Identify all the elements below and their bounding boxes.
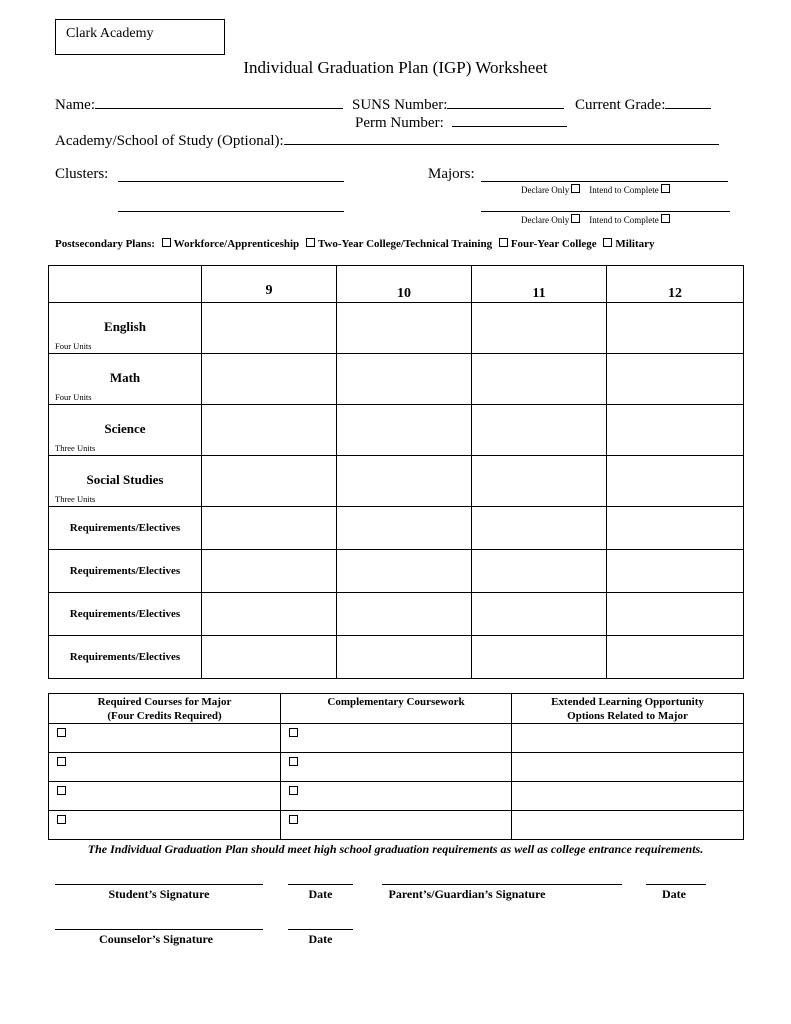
course-cell[interactable] [607,354,744,405]
subject-cell [49,303,202,354]
majors-label: Majors: [428,166,475,182]
extended-learning-cell[interactable] [512,753,744,782]
course-cell[interactable] [607,636,744,679]
clusters-label: Clusters: [55,166,109,182]
course-cell[interactable] [337,636,472,679]
perm-line[interactable] [452,113,567,127]
course-cell[interactable] [202,456,337,507]
requirements-label: Requirements/Electives [69,522,181,534]
subject-name: Social Studies [86,472,164,487]
subject-units: Four Units [55,341,92,351]
grade-11-label: 11 [532,286,546,301]
declare-only-label: Declare Only [521,185,570,195]
major-row [49,724,744,753]
school-name: Clark Academy [66,26,154,41]
course-cell[interactable] [607,405,744,456]
name-line[interactable] [95,95,343,109]
checkbox[interactable] [289,728,298,737]
academy-label: Academy/School of Study (Optional): [55,133,284,149]
subject-units: Three Units [55,443,96,453]
grade-10-header [337,266,472,303]
cluster-line-2[interactable] [118,211,344,212]
extended-learning-header [512,694,744,724]
major-1-options [521,184,670,195]
school-name-box [55,19,225,55]
course-cell[interactable] [472,405,607,456]
course-cell[interactable] [337,303,472,354]
required-course-cell[interactable] [49,724,281,753]
grade-12-header [607,266,744,303]
subject-row-math [49,354,744,405]
requirements-label: Requirements/Electives [69,565,181,577]
course-cell[interactable] [607,593,744,636]
course-cell[interactable] [202,354,337,405]
major-row [49,782,744,811]
subject-units: Four Units [55,392,92,402]
required-courses-title: Required Courses for Major [97,696,232,708]
parent-date-line[interactable] [646,884,706,885]
course-cell[interactable] [607,550,744,593]
subject-cell [49,405,202,456]
workforce-checkbox[interactable] [162,238,171,247]
grade-11-header [472,266,607,303]
major-row [49,753,744,782]
student-signature-line[interactable] [55,884,263,885]
course-cell[interactable] [337,405,472,456]
workforce-option: Workforce/Apprenticeship [173,238,300,250]
course-cell[interactable] [202,636,337,679]
requirements-row [49,593,744,636]
required-course-cell[interactable] [49,782,281,811]
course-cell[interactable] [472,456,607,507]
course-plan-table [48,265,744,679]
requirements-cell [49,550,202,593]
course-cell[interactable] [202,303,337,354]
current-grade-field[interactable] [575,95,711,114]
cluster-line-1[interactable] [118,181,344,182]
intend-complete-label: Intend to Complete [589,215,659,225]
suns-line[interactable] [447,95,564,109]
postsecondary-label: Postsecondary Plans: [55,238,155,250]
military-option: Military [615,238,655,250]
subject-row-english [49,303,744,354]
student-date-label: Date [308,887,333,901]
complementary-cell[interactable] [281,753,512,782]
major-row [49,811,744,840]
extended-learning-cell[interactable] [512,724,744,753]
checkbox[interactable] [57,815,66,824]
checkbox[interactable] [289,786,298,795]
course-cell[interactable] [472,354,607,405]
counselor-date-line[interactable] [288,929,353,930]
checkbox[interactable] [57,757,66,766]
requirements-cell [49,593,202,636]
requirements-row [49,636,744,679]
major-line-1[interactable] [481,181,728,182]
complementary-cell[interactable] [281,782,512,811]
subject-units: Three Units [55,494,96,504]
requirements-label: Requirements/Electives [69,608,181,620]
course-cell[interactable] [337,593,472,636]
subject-name: Math [109,370,141,385]
course-cell[interactable] [337,507,472,550]
current-grade-label: Current Grade: [575,97,666,113]
requirements-row [49,507,744,550]
extended-learning-subtitle: Options Related to Major [567,710,688,722]
academy-field[interactable] [55,131,719,150]
two-year-college-checkbox[interactable] [306,238,315,247]
extended-learning-cell[interactable] [512,811,744,840]
course-cell[interactable] [472,550,607,593]
required-course-cell[interactable] [49,811,281,840]
intend-complete-label: Intend to Complete [589,185,659,195]
major-header-row [49,694,744,724]
subject-name: Science [104,421,146,436]
suns-label: SUNS Number: [352,97,448,113]
grade-9-label: 9 [265,283,273,298]
grade-header-row [49,266,744,303]
course-cell[interactable] [337,456,472,507]
course-cell[interactable] [472,593,607,636]
course-cell[interactable] [202,550,337,593]
declare-only-checkbox[interactable] [571,214,580,223]
subject-cell [49,456,202,507]
course-cell[interactable] [472,303,607,354]
subject-row-social-studies [49,456,744,507]
counselor-signature-line[interactable] [55,929,263,930]
course-cell[interactable] [472,636,607,679]
student-signature-label: Student’s Signature [108,887,210,901]
course-cell[interactable] [337,550,472,593]
suns-field[interactable] [352,95,564,114]
major-2-options [521,214,670,225]
major-line-2[interactable] [481,211,730,212]
course-cell[interactable] [202,593,337,636]
perm-label: Perm Number: [355,115,444,131]
requirements-cell [49,636,202,679]
intend-complete-checkbox[interactable] [661,184,670,193]
extended-learning-cell[interactable] [512,782,744,811]
military-checkbox[interactable] [603,238,612,247]
complementary-title: Complementary Coursework [327,696,465,708]
two-year-college-option: Two-Year College/Technical Training [317,238,493,250]
name-label: Name: [55,97,95,113]
checkbox[interactable] [289,815,298,824]
grade-12-label: 12 [668,286,682,301]
course-cell[interactable] [472,507,607,550]
grade-10-label: 10 [397,286,411,301]
course-cell[interactable] [202,405,337,456]
subject-cell [49,354,202,405]
complementary-cell[interactable] [281,724,512,753]
course-cell[interactable] [202,507,337,550]
header-blank-cell [49,266,202,303]
required-courses-header [49,694,281,724]
required-courses-subtitle: (Four Credits Required) [107,710,222,722]
checkbox[interactable] [289,757,298,766]
course-cell[interactable] [607,303,744,354]
course-cell[interactable] [607,456,744,507]
name-field[interactable] [55,95,343,114]
checkbox[interactable] [57,786,66,795]
counselor-date-label: Date [308,932,333,946]
requirements-label: Requirements/Electives [69,651,181,663]
checkbox[interactable] [57,728,66,737]
parent-signature-line[interactable] [382,884,622,885]
complementary-header [281,694,512,724]
course-cell[interactable] [607,507,744,550]
student-date-line[interactable] [288,884,353,885]
counselor-signature-label: Counselor’s Signature [99,932,213,946]
subject-name: English [104,319,146,334]
requirements-row [49,550,744,593]
academy-line[interactable] [284,131,719,145]
required-course-cell[interactable] [49,753,281,782]
plan-note: The Individual Graduation Plan should meet high school graduation requirements as well as college entrance requirements. [87,842,704,856]
complementary-cell[interactable] [281,811,512,840]
parent-date-label: Date [662,887,686,901]
four-year-college-option: Four-Year College [510,238,597,250]
four-year-college-checkbox[interactable] [499,238,508,247]
requirements-cell [49,507,202,550]
postsecondary-plans [55,238,655,250]
page-title: Individual Graduation Plan (IGP) Worksheet [243,58,548,77]
grade-9-header [202,266,337,303]
subject-row-science [49,405,744,456]
intend-complete-checkbox[interactable] [661,214,670,223]
declare-only-checkbox[interactable] [571,184,580,193]
course-cell[interactable] [337,354,472,405]
perm-field[interactable] [355,113,567,132]
major-coursework-table [48,693,744,840]
current-grade-line[interactable] [665,95,711,109]
extended-learning-title: Extended Learning Opportunity [551,696,704,708]
parent-signature-label: Parent’s/Guardian’s Signature [388,887,546,901]
declare-only-label: Declare Only [521,215,570,225]
